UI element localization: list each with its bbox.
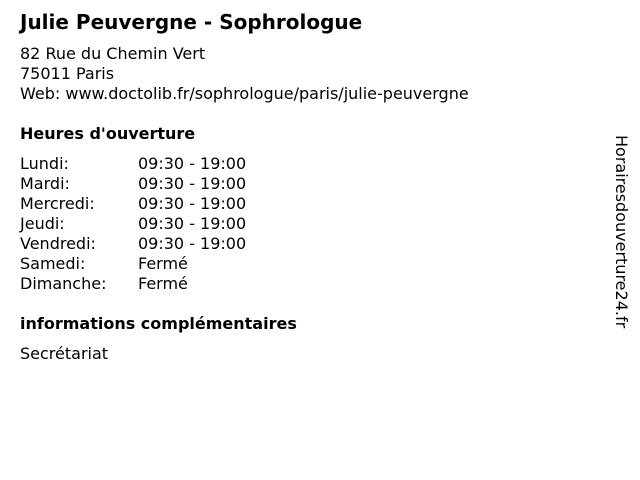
hours-day: Mardi:: [20, 174, 70, 193]
page-title: Julie Peuvergne - Sophrologue: [20, 10, 363, 34]
hours-day: Samedi:: [20, 254, 86, 273]
additional-info-heading: informations complémentaires: [20, 314, 297, 333]
address-city: 75011 Paris: [20, 64, 115, 83]
hours-row-friday: [20, 234, 246, 254]
hours-row-sunday: [20, 274, 246, 294]
hours-day: Jeudi:: [20, 214, 65, 233]
hours-row-thursday: [20, 214, 246, 234]
hours-row-tuesday: [20, 174, 246, 194]
hours-time: 09:30 - 19:00: [138, 194, 247, 213]
hours-time: 09:30 - 19:00: [138, 154, 247, 173]
hours-day: Dimanche:: [20, 274, 107, 293]
hours-day: Lundi:: [20, 154, 69, 173]
hours-time: 09:30 - 19:00: [138, 234, 247, 253]
opening-hours-table: [20, 154, 246, 294]
hours-day: Mercredi:: [20, 194, 95, 213]
hours-row-monday: [20, 154, 246, 174]
opening-hours-heading: Heures d'ouverture: [20, 124, 196, 143]
hours-time: 09:30 - 19:00: [138, 174, 247, 193]
address-street: 82 Rue du Chemin Vert: [20, 44, 206, 63]
address-block: [20, 44, 469, 104]
hours-time: 09:30 - 19:00: [138, 214, 247, 233]
website-link[interactable]: Web: www.doctolib.fr/sophrologue/paris/julie-peuvergne: [20, 84, 469, 103]
hours-time: Fermé: [138, 274, 188, 293]
hours-time: Fermé: [138, 254, 188, 273]
hours-row-saturday: [20, 254, 246, 274]
site-watermark: Horairesdouverture24.fr: [612, 135, 631, 329]
hours-row-wednesday: [20, 194, 246, 214]
hours-day: Vendredi:: [20, 234, 96, 253]
additional-info-text: Secrétariat: [20, 344, 109, 363]
